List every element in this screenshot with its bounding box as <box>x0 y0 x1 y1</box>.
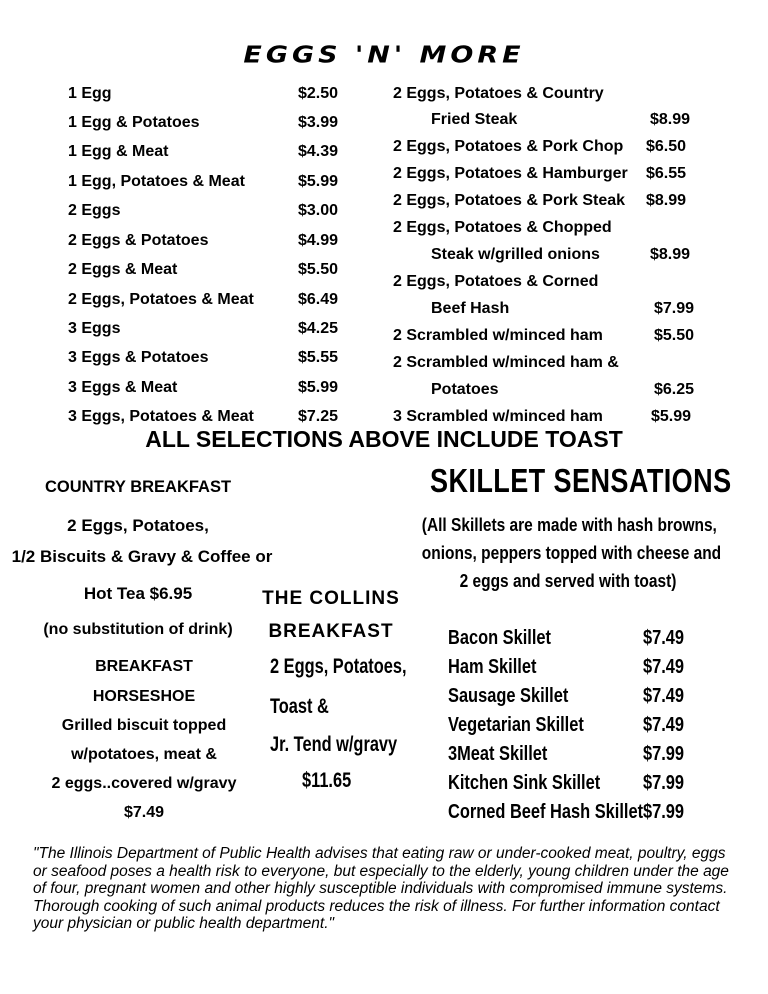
section-note: (no substitution of drink) <box>43 621 233 638</box>
menu-item-price: $8.99 <box>650 246 691 263</box>
section-heading: BREAKFAST <box>95 658 193 675</box>
skillet-item-name: Ham Skillet <box>448 656 537 678</box>
menu-item-name: 2 Eggs, Potatoes & Hamburger <box>393 165 628 182</box>
section-line: 2 Eggs, Potatoes, <box>67 516 209 535</box>
menu-item-price: $8.99 <box>646 192 687 209</box>
menu-item-name: 3 Eggs & Meat <box>68 379 178 396</box>
menu-item-name: 2 Eggs, Potatoes & Pork Steak <box>393 192 626 209</box>
section-line: 2 Eggs, Potatoes, <box>270 655 407 678</box>
section-heading: COUNTRY BREAKFAST <box>44 478 232 496</box>
section-heading: HORSESHOE <box>92 688 196 705</box>
skillet-item-name: Bacon Skillet <box>448 627 551 649</box>
menu-item-price: $5.99 <box>298 173 339 190</box>
menu-item-price: $6.50 <box>646 138 687 155</box>
skillet-note: (All Skillets are made with hash browns, <box>421 515 717 535</box>
menu-item-name: 2 Eggs & Potatoes <box>68 232 209 249</box>
menu-item-name: 2 Scrambled w/minced ham & <box>393 354 619 371</box>
section-price: $7.49 <box>123 804 165 821</box>
menu-item-price: $5.55 <box>298 349 339 366</box>
skillet-item-price: $7.49 <box>643 656 685 678</box>
menu-item-price: $4.25 <box>298 320 339 337</box>
skillet-item-name: 3Meat Skillet <box>448 743 548 765</box>
menu-item-price: $5.50 <box>654 327 695 344</box>
menu-item-price: $5.50 <box>298 261 339 278</box>
skillet-item-name: Sausage Skillet <box>448 685 569 707</box>
menu-item-price: $3.00 <box>298 202 339 219</box>
menu-item-name: 1 Egg <box>68 85 112 102</box>
menu-item-name: 3 Eggs, Potatoes & Meat <box>68 408 254 425</box>
menu-item-name: 2 Scrambled w/minced ham <box>393 327 603 344</box>
section-line: 1/2 Biscuits & Gravy & Coffee or <box>11 547 273 566</box>
menu-item-price: $5.99 <box>651 408 692 425</box>
menu-item-name: 2 Eggs, Potatoes & Country <box>393 85 604 102</box>
section-price-line: Hot Tea $6.95 <box>83 584 193 603</box>
menu-item-name: 3 Eggs & Potatoes <box>68 349 209 366</box>
skillet-item-name: Kitchen Sink Skillet <box>448 772 601 794</box>
section-line: Jr. Tend w/gravy <box>270 733 398 756</box>
skillet-note: 2 eggs and served with toast) <box>459 571 677 591</box>
menu-item-name: 2 Eggs, Potatoes & Meat <box>68 291 254 308</box>
section-heading: THE COLLINS <box>262 588 400 609</box>
menu-item-price: $4.99 <box>298 232 339 249</box>
section-line: Grilled biscuit topped <box>61 717 227 734</box>
menu-item-name: 1 Egg & Meat <box>68 143 169 160</box>
menu-item-price: $4.39 <box>298 143 339 160</box>
section-line: 2 eggs..covered w/gravy <box>51 775 237 792</box>
menu-item-name: 3 Eggs <box>68 320 121 337</box>
menu-item-price: $7.25 <box>298 408 339 425</box>
skillet-item-price: $7.99 <box>643 743 685 765</box>
menu-item-price: $6.55 <box>646 165 687 182</box>
menu-item-price: $5.99 <box>298 379 339 396</box>
skillet-item-price: $7.99 <box>643 801 685 823</box>
menu-item-name: 2 Eggs, Potatoes & Pork Chop <box>393 138 624 155</box>
skillet-item-name: Corned Beef Hash Skillet <box>448 801 644 823</box>
menu-item-name: 3 Scrambled w/minced ham <box>393 408 603 425</box>
toast-banner: ALL SELECTIONS ABOVE INCLUDE TOAST <box>145 426 623 452</box>
menu-item-price: $7.99 <box>654 300 695 317</box>
menu-item-price: $2.50 <box>298 85 339 102</box>
menu-item-name-cont: Beef Hash <box>431 300 510 317</box>
section-line: Toast & <box>270 695 329 718</box>
skillet-item-price: $7.99 <box>643 772 685 794</box>
section-line: w/potatoes, meat & <box>71 746 217 763</box>
menu-item-name: 1 Egg & Potatoes <box>68 114 200 131</box>
section-heading: BREAKFAST <box>268 621 394 642</box>
health-disclaimer: "The Illinois Department of Public Health advises that eating raw or under-cooked meat, poultry, eggs or seafood poses a health risk to everyone, but especially to the elderly, young children under the age of four, pregnant women and other highly susceptible individuals with compromised immune systems. Thorough cooking of such animal products reduces the risk of illness. For further information contact your physician or public health department." <box>33 845 729 932</box>
menu-item-name: 2 Eggs, Potatoes & Corned <box>393 273 599 290</box>
menu-item-name: 2 Eggs <box>68 202 121 219</box>
menu-item-name-cont: Steak w/grilled onions <box>431 246 600 263</box>
section-price: $11.65 <box>302 769 352 792</box>
menu-item-price: $8.99 <box>650 111 691 128</box>
skillet-item-price: $7.49 <box>643 627 685 649</box>
skillet-item-price: $7.49 <box>643 685 685 707</box>
menu-item-price: $3.99 <box>298 114 339 131</box>
menu-item-name: 1 Egg, Potatoes & Meat <box>68 173 245 190</box>
skillet-item-name: Vegetarian Skillet <box>448 714 584 736</box>
menu-item-name-cont: Potatoes <box>431 381 499 398</box>
skillet-heading: SKILLET SENSATIONS <box>430 462 732 499</box>
menu-item-name-cont: Fried Steak <box>431 111 518 128</box>
menu-item-name: 2 Eggs & Meat <box>68 261 178 278</box>
menu-item-name: 2 Eggs, Potatoes & Chopped <box>393 219 612 236</box>
skillet-item-price: $7.49 <box>643 714 685 736</box>
menu-title: EGGS 'N' MORE <box>243 42 525 69</box>
menu-item-price: $6.49 <box>298 291 339 308</box>
menu-item-price: $6.25 <box>654 381 695 398</box>
skillet-note: onions, peppers topped with cheese and <box>421 543 722 563</box>
